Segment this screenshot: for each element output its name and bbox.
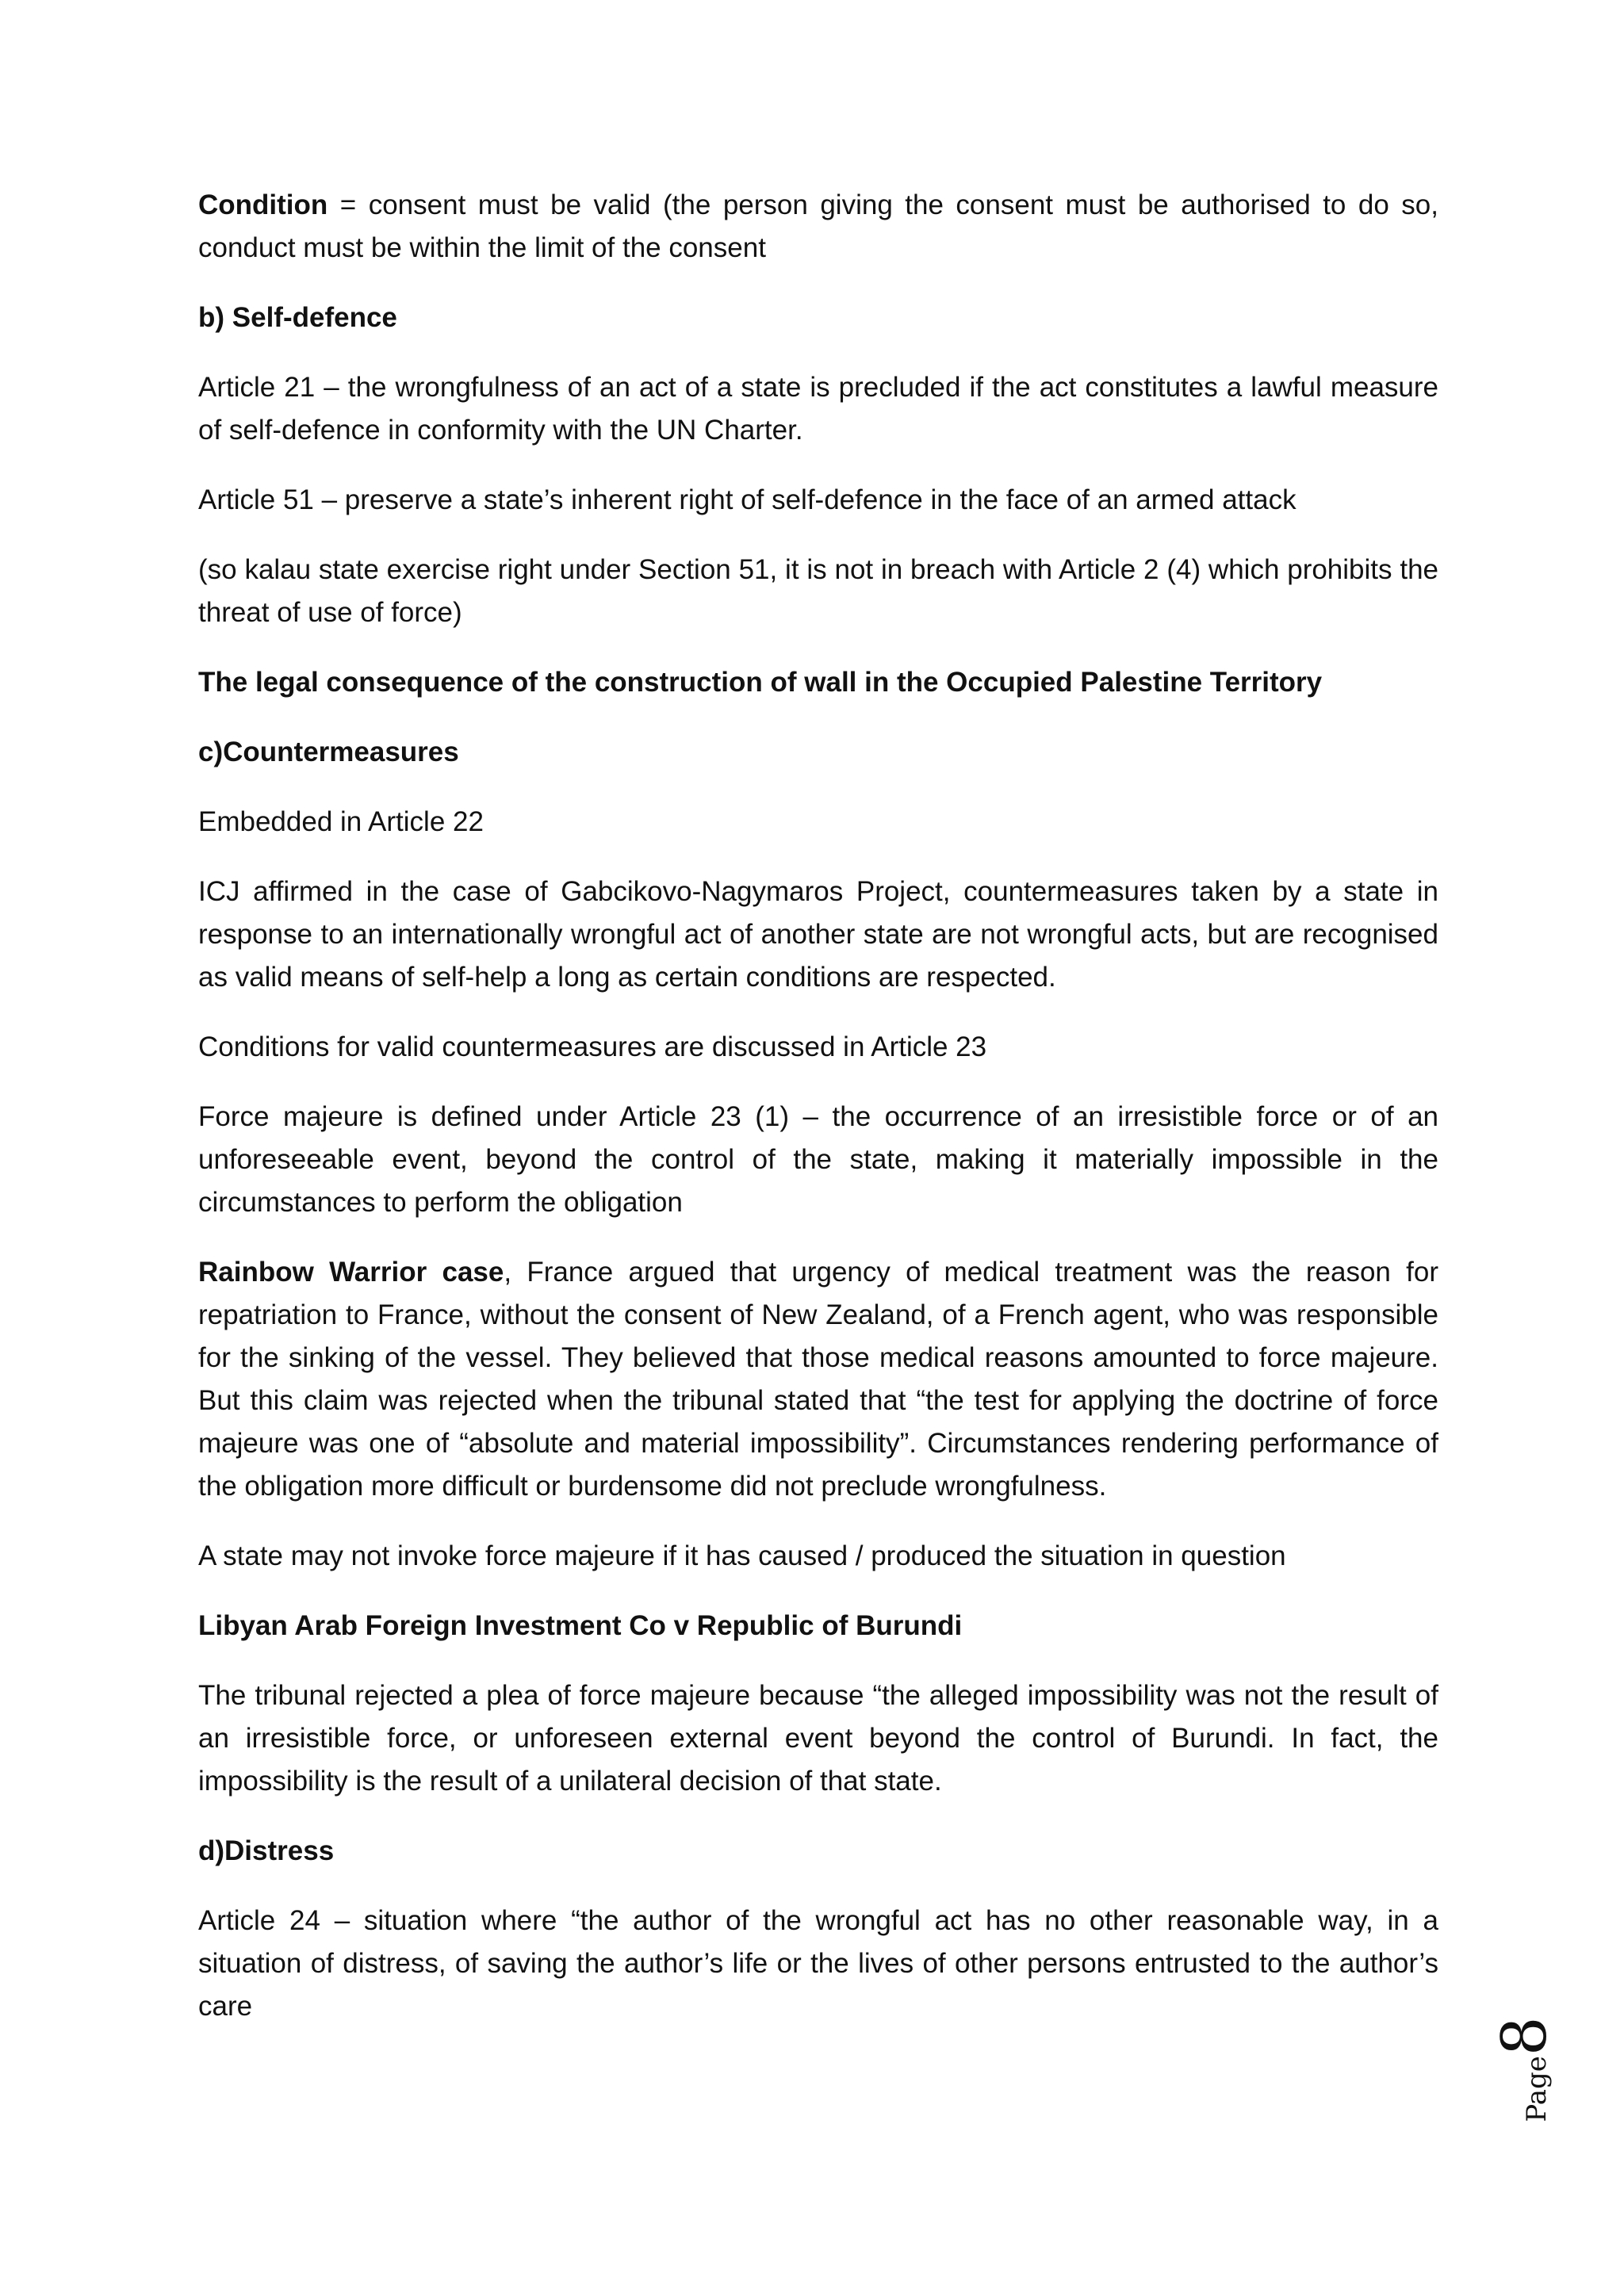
heading-countermeasures: c)Countermeasures xyxy=(198,737,459,767)
page-number xyxy=(1489,2016,1621,2122)
paragraph-condition xyxy=(198,184,1438,270)
page-number-label: Page xyxy=(1521,2056,1553,2122)
paragraph-force-majeure-caused: A state may not invoke force majeure if it has caused / produced the situation in question xyxy=(198,1540,1286,1571)
paragraph-article-51: Article 51 – preserve a state’s inherent right of self-defence in the face of an armed attack xyxy=(198,484,1297,515)
paragraph-gabcikovo-nagymaros: ICJ affirmed in the case of Gabcikovo-Nagymaros Project, countermeasures taken by a state in response to an internationally wrongful act of another state are not wrongful acts, but are recognised as valid means of self-help a long as certain conditions are respected. xyxy=(198,876,1438,993)
paragraph-article-22: Embedded in Article 22 xyxy=(198,806,484,837)
page-number-value: 8 xyxy=(1489,2016,1561,2057)
document-body xyxy=(198,184,1438,2055)
paragraph-condition-text: = consent must be valid (the person giving the consent must be authorised to do so, conduct must be within the limit of the consent xyxy=(198,189,1438,263)
paragraph-article-24: Article 24 – situation where “the author of the wrongful act has no other reasonable way, in a situation of distress, of saving the author’s life or the lives of other persons entrusted to the author’s care xyxy=(198,1905,1438,2022)
paragraph-rainbow-warrior xyxy=(198,1251,1438,1508)
paragraph-tribunal-rejected: The tribunal rejected a plea of force majeure because “the alleged impossibility was not the result of an irresistible force, or unforeseen external event beyond the control of Burundi. In fact, the impossibility is the result of a unilateral decision of that state. xyxy=(198,1680,1438,1797)
heading-libyan-arab-burundi: Libyan Arab Foreign Investment Co v Republic of Burundi xyxy=(198,1610,963,1641)
paragraph-force-majeure-definition: Force majeure is defined under Article 23 (1) – the occurrence of an irresistible force or of an unforeseeable event, beyond the control of the state, making it materially impossible in the circumstances to perform the obligation xyxy=(198,1101,1438,1218)
paragraph-rainbow-warrior-text: , France argued that urgency of medical treatment was the reason for repatriation to France, without the consent of New Zealand, of a French agent, who was responsible for the sinking of the vessel. They believed that those medical reasons amounted to force majeure. But this claim was rejected when the tribunal stated that “the test for applying the doctrine of force majeure was one of “absolute and material impossibility”. Circumstances rendering performance of the obligation more difficult or burdensome did not preclude wrongfulness. xyxy=(198,1257,1438,1502)
paragraph-section-51-note: (so kalau state exercise right under Section 51, it is not in breach with Article 2 (4) which prohibits the threat of use of force) xyxy=(198,554,1438,628)
paragraph-article-23-conditions: Conditions for valid countermeasures are discussed in Article 23 xyxy=(198,1031,987,1062)
heading-distress: d)Distress xyxy=(198,1835,335,1866)
heading-legal-consequence-wall: The legal consequence of the construction of wall in the Occupied Palestine Territory xyxy=(198,667,1323,698)
paragraph-condition-term: Condition xyxy=(198,189,328,220)
paragraph-rainbow-warrior-case-name: Rainbow Warrior case xyxy=(198,1257,504,1288)
paragraph-article-21: Article 21 – the wrongfulness of an act of a state is precluded if the act constitutes a lawful measure of self-defence in conformity with the UN Charter. xyxy=(198,372,1438,446)
heading-self-defence: b) Self-defence xyxy=(198,302,397,333)
